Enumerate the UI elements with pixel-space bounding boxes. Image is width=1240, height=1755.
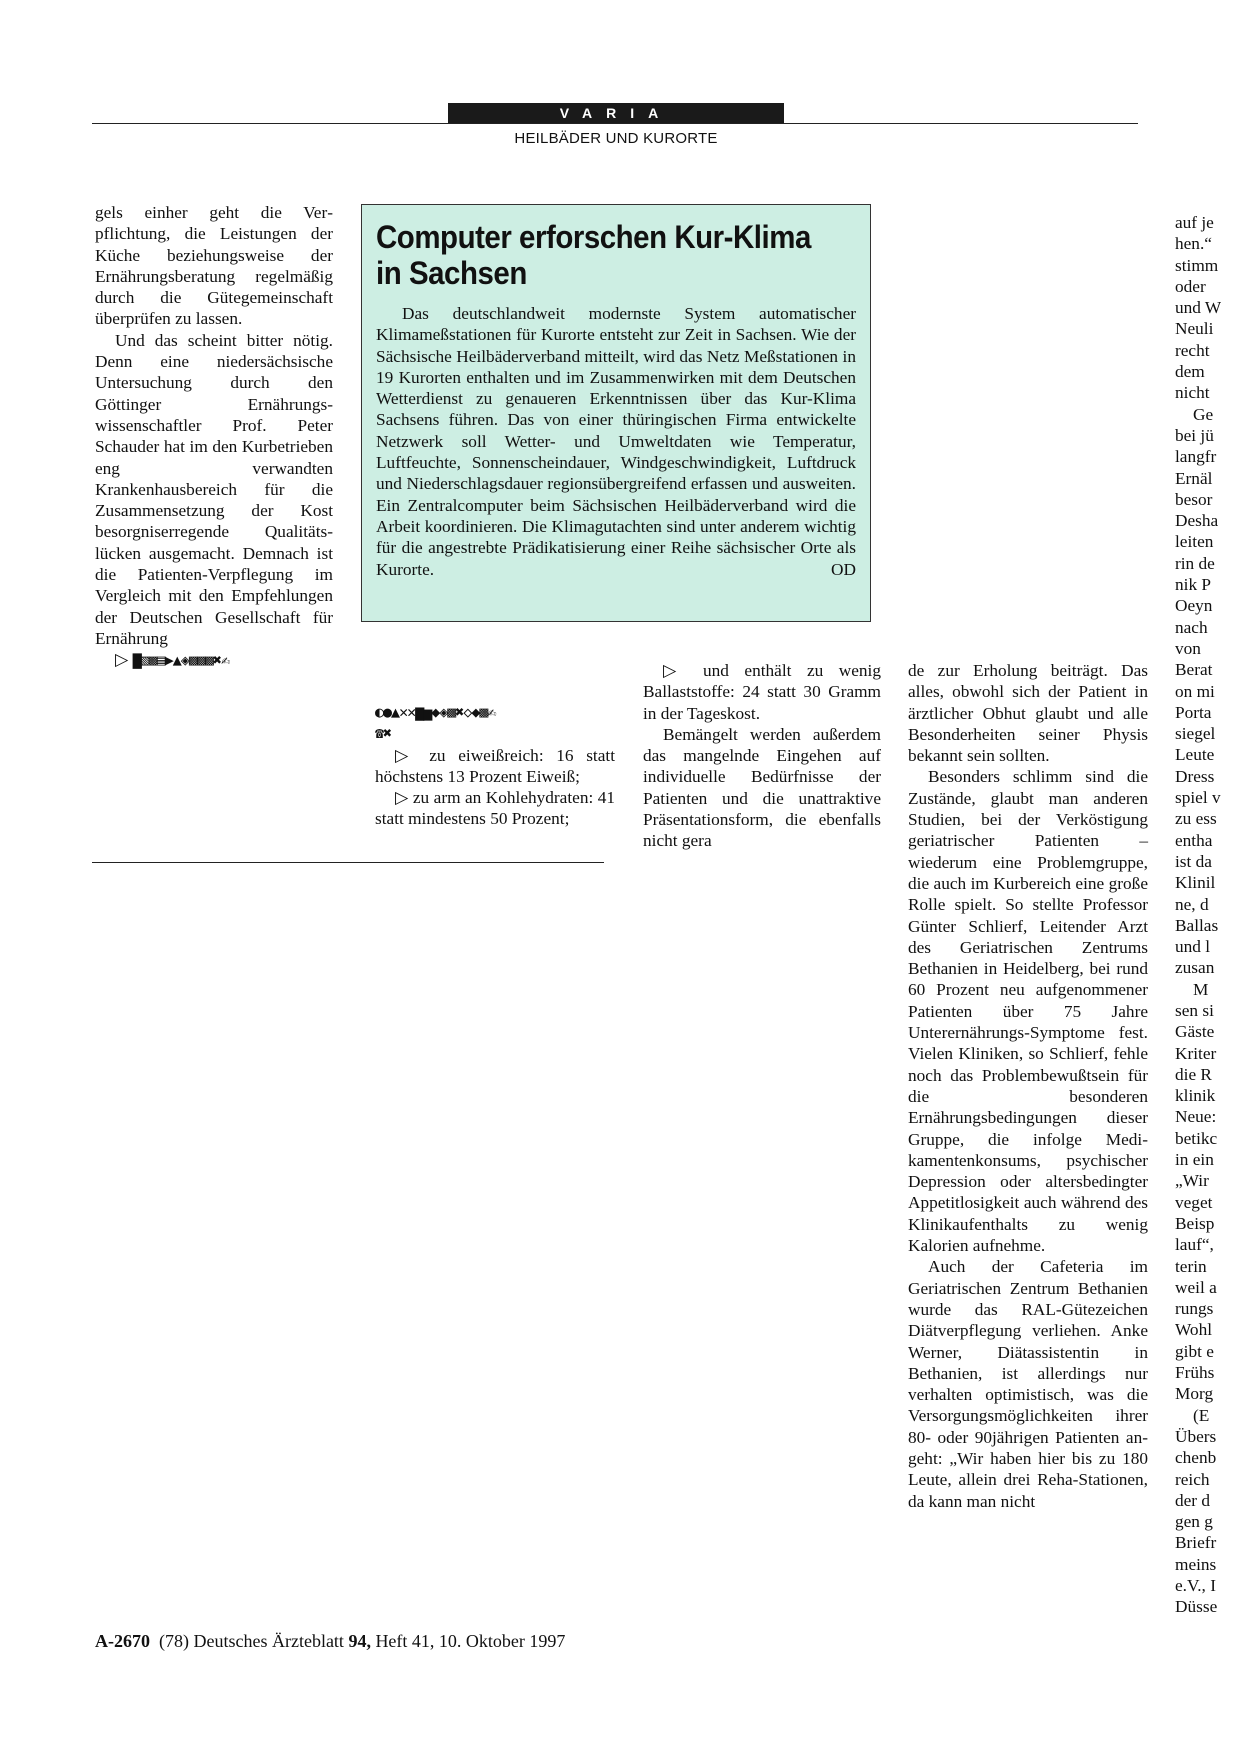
text-fragment: der d: [1175, 1490, 1211, 1510]
text-fragment: Ballas: [1175, 915, 1219, 935]
text-fragment: meins: [1175, 1554, 1217, 1574]
list-item: ▷ zu arm an Kohlehydraten: 41 statt mindestens 50 Prozent;: [375, 788, 615, 829]
text-fragment: (E: [1193, 1405, 1210, 1425]
text-fragment: rungs: [1175, 1299, 1214, 1319]
text-fragment: gibt e: [1175, 1341, 1214, 1361]
issue-date: Heft 41, 10. Oktober 1997: [375, 1631, 566, 1651]
text-fragment: die R: [1175, 1064, 1212, 1084]
text-fragment: stimm: [1175, 255, 1219, 275]
text-fragment: von: [1175, 638, 1201, 658]
paragraph: Und das scheint bitter nötig. Denn eine niedersächsische Untersuchung durch den Göttinger Ernährungswissenschaftler Prof. Peter Schauder hat im den Kurbetrieben eng verwandten Krankenhausbereich für die Zusammensetzung der Kost besorgniserregende Qualitätslücken ausgemacht. Demnach ist die Patienten-Verpflegung im Vergleich mit den Empfehlungen der Deutschen Gesellschaft für Ernährung: [95, 330, 333, 648]
text-fragment: dem: [1175, 362, 1205, 382]
text-fragment: Morg: [1175, 1384, 1214, 1404]
garbled-text: ◐●▲✕✕▆▅◆◈▩✖◇◆▩✍: [375, 703, 496, 721]
text-fragment: Neuli: [1175, 319, 1214, 339]
text-fragment: betikc: [1175, 1128, 1218, 1148]
text-fragment: Porta: [1175, 702, 1212, 722]
text-fragment: entha: [1175, 830, 1213, 850]
text-fragment: Gäste: [1175, 1022, 1215, 1042]
info-box: [361, 204, 871, 622]
text-fragment: Wohl: [1175, 1320, 1213, 1340]
section-subtitle: HEILBÄDER UND KURORTE: [514, 130, 718, 147]
column-1: [95, 202, 333, 672]
text-fragment: Kriter: [1175, 1043, 1217, 1063]
text-fragment: leiten: [1175, 532, 1214, 552]
text-fragment: nik P: [1175, 575, 1212, 595]
garbled-text: ▇▧▩▤▶▲◈▩▩▩✖✍: [132, 651, 229, 670]
text-fragment: Oeyn: [1175, 596, 1213, 616]
column-2: [375, 702, 615, 830]
volume-number: 94,: [348, 1631, 371, 1651]
section-banner: VARIA: [448, 103, 784, 123]
page-number: A-2670: [95, 1631, 150, 1651]
paragraph: de zur Erholung beiträgt. Das alles, obwohl sich der Patient in ärztlicher Obhut glaubt und alle Besonderheiten seiner Physis bekannt sein sollten.: [908, 661, 1148, 766]
garbled-text: ☎✖: [375, 724, 392, 743]
text-fragment: klinik: [1175, 1086, 1216, 1106]
journal-name: (78) Deutsches Ärzteblatt: [159, 1631, 344, 1651]
text-fragment: lauf“,: [1175, 1235, 1214, 1255]
text-fragment: und l: [1175, 937, 1211, 957]
column-3: [643, 660, 881, 852]
text-fragment: Frühs: [1175, 1363, 1215, 1383]
box-body: Das deutschlandweit modernste System automatischer Klimameßstationen für Kurorte entsteht zur Zeit in Sachsen. Wie der Sächsische Heilbäderverband mitteilt, wird das Netz Meßstationen in 19 Kurorten enthalten und im Zusammenwirken mit dem Deutschen Wetterdienst zu genaueren Erkenntnissen über das Kur-Klima Sachsens führen. Das von einer thüringischen Firma entwickelte Netzwerk soll Wetter- und Umweltdaten wie Temperatur, Luftfeuchte, Sonnenscheindauer, Windgeschwindigkeit, Luftdruck und Niederschlagsdauer regionsübergreifend erfassen und ausweiten. Ein Zentralcomputer beim Sächsischen Heilbäderverband wird die Arbeit koordinieren. Die Klimagutachten sind unter anderem wichtig für die angestrebte Prädikatisierung einer Reihe sächsischer Orte als Kurorte. OD: [376, 304, 856, 579]
text-fragment: Leute: [1175, 745, 1215, 765]
text-fragment: weil a: [1175, 1277, 1217, 1297]
paragraph: gels einher geht die Verpflichtung, die Leistungen der Küche beziehungsweise der Ernährungsberatung regelmäßig durch die Gütegemeinschaft überprüfen zu lassen.: [95, 203, 333, 329]
text-fragment: recht: [1175, 340, 1210, 360]
text-fragment: on mi: [1175, 681, 1215, 701]
list-item: ▷ und enthält zu wenig Ballaststoffe: 24 statt 30 Gramm in der Tageskost.: [643, 661, 881, 723]
text-fragment: Briefr: [1175, 1533, 1217, 1553]
text-fragment: und W: [1175, 298, 1221, 318]
text-fragment: terin: [1175, 1256, 1207, 1276]
column-4: [908, 660, 1148, 1512]
text-fragment: chenb: [1175, 1448, 1217, 1468]
text-fragment: Neue:: [1175, 1107, 1217, 1127]
text-fragment: Düsse: [1175, 1597, 1218, 1617]
author-signature: OD: [831, 559, 856, 579]
text-fragment: Klinil: [1175, 873, 1216, 893]
text-fragment: ne, d: [1175, 894, 1209, 914]
text-fragment: Berat: [1175, 660, 1213, 680]
text-fragment: in ein: [1175, 1150, 1214, 1170]
text-fragment: Dress: [1175, 766, 1215, 786]
box-title: Computer erforschen Kur-Klima in Sachsen: [376, 219, 811, 291]
text-fragment: besor: [1175, 489, 1213, 509]
list-item: [95, 649, 333, 671]
text-fragment: Ernäl: [1175, 468, 1213, 488]
text-fragment: gen g: [1175, 1512, 1213, 1532]
text-fragment: rin de: [1175, 553, 1215, 573]
list-item: ▷ zu eiweißreich: 16 statt höchstens 13 Prozent Eiweiß;: [375, 745, 615, 786]
text-fragment: Desha: [1175, 511, 1219, 531]
text-fragment: langfr: [1175, 447, 1217, 467]
text-fragment: nach: [1175, 617, 1208, 637]
page-footer: [95, 1631, 565, 1652]
text-fragment: spiel v: [1175, 788, 1221, 808]
text-fragment: bei jü: [1175, 425, 1214, 445]
text-fragment: Übers: [1175, 1426, 1217, 1446]
text-fragment: Ge: [1193, 404, 1214, 424]
column-5-cropped: [1175, 212, 1221, 1618]
paragraph: Besonders schlimm sind die Zustände, glaubt man anderen Studien, bei der Verköstigung geriatrischer Patienten – wiederum eine Problemgruppe, die auch im Kurbereich eine große Rolle spielt. So stellte Professor Günter Schlierf, Leitender Arzt des Geriatrischen Zentrums Bethanien in Heidelberg, bei rund 60 Prozent neu aufgenommener Patienten über 75 Jahre Unterernährungs-Symptome fest. Vielen Kliniken, so Schlierf, fehle noch das Problembewußtsein für die besonderen Ernährungsbedingungen dieser Gruppe, die infolge Medikamentenkonsums, psychischer Depression oder altersbedingter Appetitlosigkeit auch während des Klinikaufenthalts zu wenig Kalorien aufnehme.: [908, 767, 1148, 1256]
arrow-icon: ▷: [115, 650, 129, 670]
text-fragment: zusan: [1175, 958, 1215, 978]
text-fragment: oder: [1175, 276, 1206, 296]
text-fragment: „Wir: [1175, 1171, 1209, 1191]
text-fragment: zu ess: [1175, 809, 1217, 829]
text-fragment: hen.“: [1175, 234, 1212, 254]
text-fragment: M: [1193, 979, 1209, 999]
text-fragment: ist da: [1175, 851, 1212, 871]
text-fragment: auf je: [1175, 213, 1214, 232]
text-fragment: reich: [1175, 1469, 1210, 1489]
header-divider: [92, 123, 1138, 124]
text-fragment: sen si: [1175, 1000, 1214, 1020]
text-fragment: Beisp: [1175, 1213, 1215, 1233]
text-fragment: nicht: [1175, 383, 1210, 403]
text-fragment: veget: [1175, 1192, 1213, 1212]
paragraph: Bemängelt werden außerdem das mangelnde Eingehen auf individuelle Bedürfnisse der Patienten und die unattraktive Präsentationsform, die ebenfalls nicht gera: [643, 724, 881, 851]
column-divider: [92, 862, 604, 863]
text-fragment: e.V., I: [1175, 1576, 1216, 1595]
text-fragment: siegel: [1175, 724, 1216, 744]
paragraph: Auch der Cafeteria im Geriatrischen Zentrum Bethanien wurde das RAL-Gütezeichen Diätverpflegung verliehen. Anke Werner, Diätassistentin in Bethanien, ist allerdings nur verhalten optimistisch, was die Versorgungsmöglichkeiten ihrer 80- oder 90jährigen Patienten angeht: „Wir haben hier bis zu 180 Leute, allein drei Reha-Stationen, da kann man nicht: [908, 1257, 1148, 1511]
